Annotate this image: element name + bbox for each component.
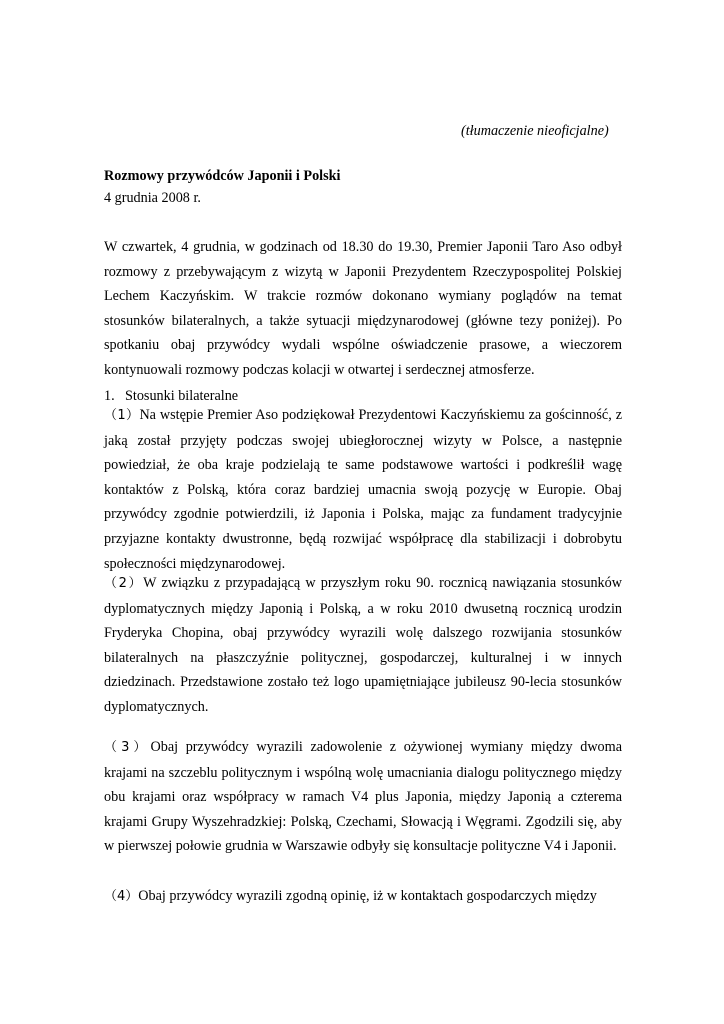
unofficial-translation-note: (tłumaczenie nieoficjalne) <box>461 123 609 139</box>
paragraph-4 <box>104 884 622 910</box>
document-title: Rozmowy przywódców Japonii i Polski <box>104 168 341 184</box>
paragraph-text: Obaj przywódcy wyrazili zadowolenie z ożywionej wymiany między dwoma krajami na szczeblu politycznym i wspólną wolę umacniania dialogu politycznego między obu krajami oraz współpracy w ramach V4 plus Japonia, między Japonią a czterema krajami Grupy Wyszehradzkiej: Polską, Czechami, Słowacją i Węgrami. Zgodzili się, aby w pierwszej połowie grudnia w Warszawie odbyły się konsultacje polityczne V4 i Japonii. <box>104 739 622 855</box>
paragraph-text: Obaj przywódcy wyrazili zgodną opinię, iż w kontaktach gospodarczych między <box>138 888 597 904</box>
paragraph-marker: （2） <box>104 576 144 591</box>
intro-paragraph: W czwartek, 4 grudnia, w godzinach od 18.30 do 19.30, Premier Japonii Taro Aso odbył rozmowy z przebywającym z wizytą w Japonii Prezydentem Rzeczypospolitej Polskiej Lechem Kaczyńskim. W trakcie rozmów dokonano wymiany poglądów na temat stosunków bilateralnych, a także sytuacji międzynarodowej (główne tezy poniżej). Po spotkaniu obaj przywódcy wydali wspólne oświadczenie prasowe, a wieczorem kontynuowali rozmowy podczas kolacji w otwartej i serdecznej atmosferze. <box>104 239 622 378</box>
paragraph-marker: （3） <box>104 740 151 755</box>
paragraph-3 <box>104 735 622 859</box>
paragraph-marker: （1） <box>104 408 140 423</box>
paragraph-text: W związku z przypadającą w przyszłym roku 90. rocznicą nawiązania stosunków dyplomatycznych między Japonią i Polską, a w roku 2010 dwusetną rocznicą urodzin Fryderyka Chopina, obaj przywódcy wyrazili wolę dalszego rozwijania stosunków bilateralnych na płaszczyźnie politycznej, gospodarczej, kulturalnej i w innych dziedzinach. Przedstawione zostało też logo upamiętniające jubileusz 90-lecia stosunków dyplomatycznych. <box>104 575 622 715</box>
paragraph-2 <box>104 571 622 720</box>
section-number: 1. <box>104 388 115 404</box>
paragraph-marker: （4） <box>104 889 139 904</box>
paragraph-text: Na wstępie Premier Aso podziękował Prezydentowi Kaczyńskiemu za gościnność, z jaką został przyjęty podczas swojej ubiegłorocznej wizyty w Polsce, a następnie powiedział, że oba kraje podzielają te same podstawowe wartości i podkreślił wagę kontaktów z Polską, która coraz bardziej umacnia swoją pozycję w Europie. Obaj przywódcy zgodnie potwierdzili, iż Japonia i Polska, mając za fundament tradycyjnie przyjazne kontakty dwustronne, będą rozwijać współpracę dla stabilizacji i dobrobytu społeczności międzynarodowej. <box>104 407 622 572</box>
document-date: 4 grudnia 2008 r. <box>104 190 201 206</box>
paragraph-1 <box>104 403 622 576</box>
section-title: Stosunki bilateralne <box>125 388 239 404</box>
